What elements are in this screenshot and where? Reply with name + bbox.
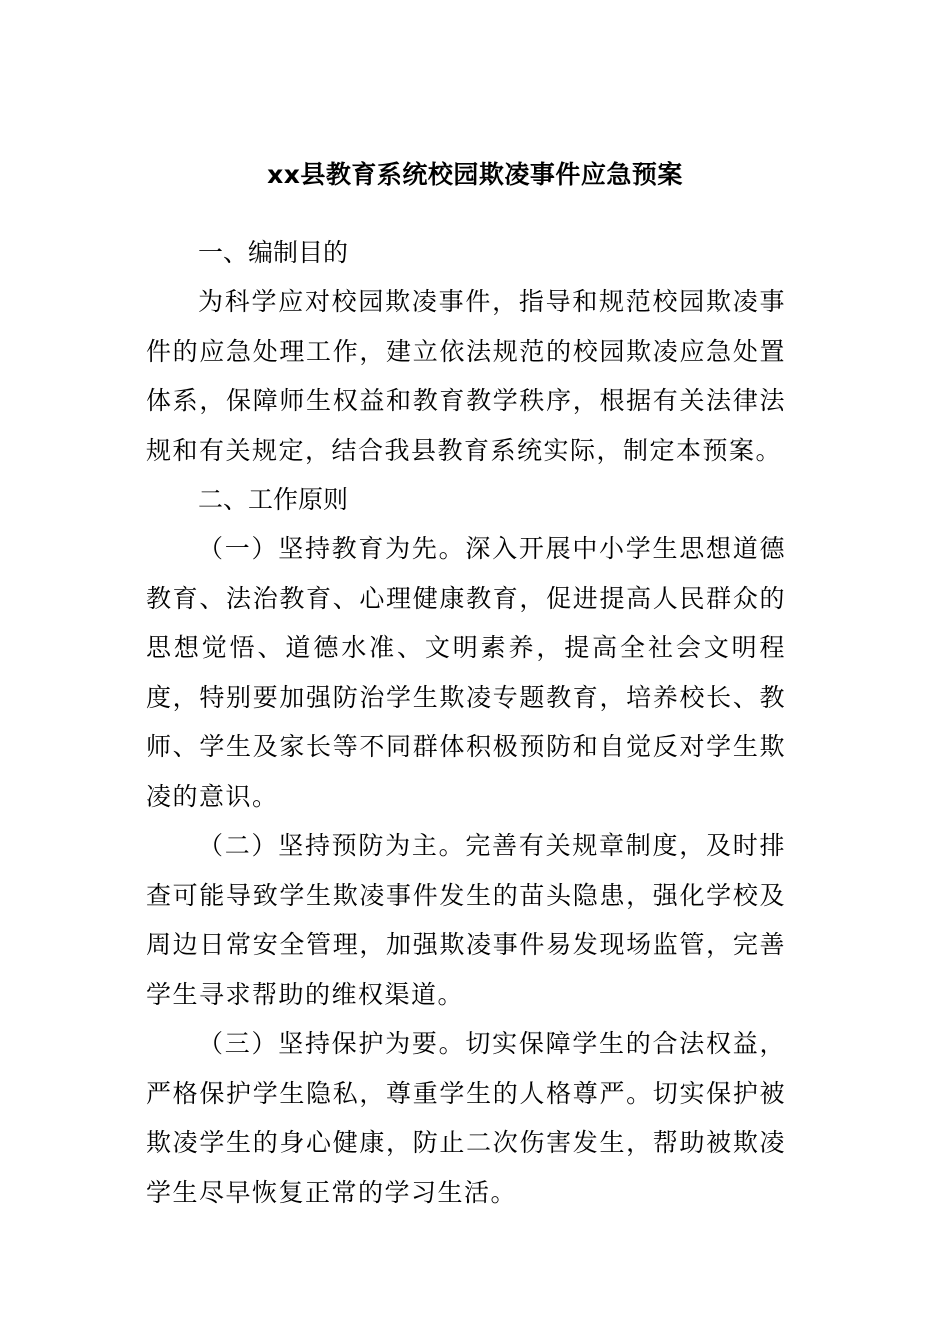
section-heading: 二、工作原则 bbox=[198, 485, 349, 514]
paragraph: （一）坚持教育为先。深入开展中小学生思想道德教育、法治教育、心理健康教育，促进提高人民群众的思想觉悟、道德水准、文明素养，提高全社会文明程度，特别要加强防治学生欺凌专题教育，培养校长、教师、学生及家长等不同群体积极预防和自觉反对学生欺凌的意识。 bbox=[146, 534, 786, 811]
paragraph: 为科学应对校园欺凌事件，指导和规范校园欺凌事件的应急处理工作，建立依法规范的校园欺凌应急处置体系，保障师生权益和教育教学秩序，根据有关法律法规和有关规定，结合我县教育系统实际，制定本预案。 bbox=[146, 287, 786, 465]
paragraph: （三）坚持保护为要。切实保障学生的合法权益，严格保护学生隐私，尊重学生的人格尊严。切实保护被欺凌学生的身心健康，防止二次伤害发生，帮助被欺凌学生尽早恢复正常的学习生活。 bbox=[146, 1029, 786, 1207]
section-purpose bbox=[146, 228, 786, 475]
document-title: xx县教育系统校园欺凌事件应急预案 bbox=[267, 160, 683, 189]
paragraph: （二）坚持预防为主。完善有关规章制度，及时排查可能导致学生欺凌事件发生的苗头隐患，强化学校及周边日常安全管理，加强欺凌事件易发现场监管，完善学生寻求帮助的维权渠道。 bbox=[146, 831, 786, 1009]
section-heading: 一、编制目的 bbox=[198, 238, 349, 267]
section-principles bbox=[146, 475, 786, 1217]
document-body bbox=[146, 228, 786, 1217]
